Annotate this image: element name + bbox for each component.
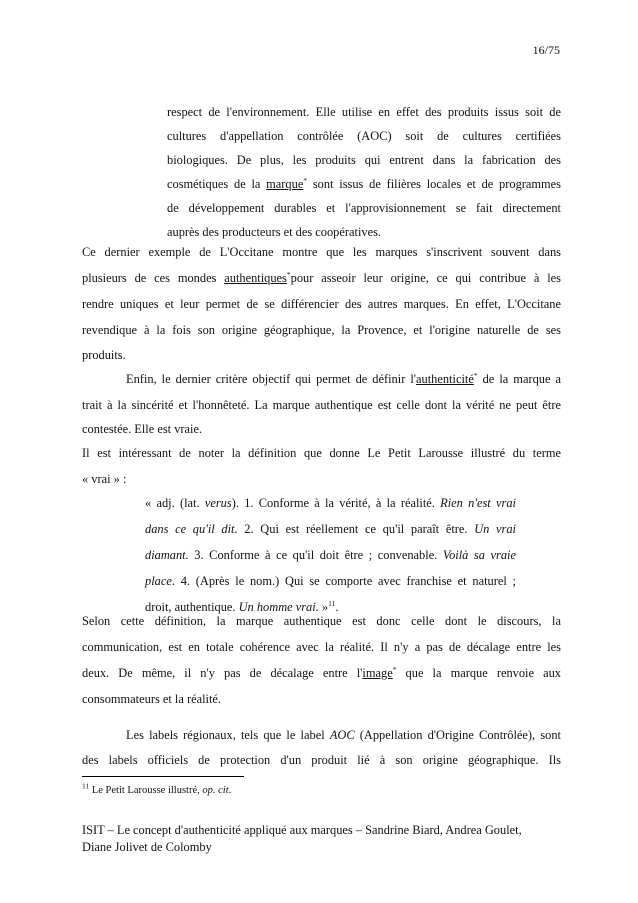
text-segment: op. cit	[202, 785, 229, 796]
text-line: produits.	[82, 348, 126, 362]
text-segment: deux. De même, il n'y pas de décalage entre l'	[82, 666, 363, 680]
text-segment: droit, authentique.	[145, 600, 239, 614]
text-line: respect de l'environnement. Elle utilise en effet des produits issus soit de	[167, 105, 561, 119]
text-line: Il est intéressant de noter la définition que donne Le Petit Larousse illustré du terme	[82, 446, 561, 460]
text-segment: Rien n'est vrai	[440, 496, 516, 510]
text-segment: pour asseoir leur origine, ce qui contribue à les	[290, 271, 561, 285]
text-segment: verus	[204, 496, 232, 510]
text-segment: place	[145, 574, 172, 588]
text-line: Selon cette définition, la marque authentique est donc celle dont le discours, la	[82, 614, 561, 628]
glossary-asterisk: *	[473, 370, 478, 380]
text-line: revendique à la fois son origine géographique, la Provence, et l'origine naturelle de ses	[82, 323, 561, 337]
text-segment: ). 1. Conforme à la vérité, à la réalité.	[231, 496, 441, 510]
text-segment: diamant.	[145, 548, 189, 562]
text-segment: Les labels régionaux, tels que le label	[126, 728, 330, 742]
text-segment: Un vrai	[474, 522, 516, 536]
glossary-asterisk: *	[303, 175, 308, 185]
term-link-image[interactable]: image	[362, 666, 393, 680]
text-line: rendre uniques et leur permet de se différencier des autres marques. En effet, L'Occitane	[82, 297, 561, 311]
text-line: biologiques. De plus, les produits qui entrent dans la fabrication des	[167, 153, 561, 167]
text-line: contestée. Elle est vraie.	[82, 422, 203, 436]
term-link-marque[interactable]: marque	[266, 177, 304, 191]
text-line: auprès des producteurs et des coopératives.	[167, 225, 382, 239]
footer-line: ISIT – Le concept d'authenticité appliqué aux marques – Sandrine Biard, Andrea Goulet,	[82, 823, 522, 837]
text-segment: dans ce qu'il dit	[145, 522, 235, 536]
text-line	[145, 600, 338, 615]
text-line: consommateurs et la réalité.	[82, 692, 221, 706]
text-line	[145, 496, 516, 511]
text-line: des labels officiels de protection d'un produit lié à son origine géographique. Ils	[82, 753, 561, 767]
text-line	[167, 177, 561, 192]
text-segment: 3. Conforme à ce qu'il doit être ; convenable.	[188, 548, 443, 562]
text-line: Ce dernier exemple de L'Occitane montre que les marques s'inscrivent souvent dans	[82, 245, 561, 259]
text-segment: . 4. (Après le nom.) Qui se comporte avec franchise et naturel ;	[171, 574, 516, 588]
text-line	[126, 728, 561, 743]
text-segment: plusieurs de ces mondes	[82, 271, 225, 285]
text-segment: AOC	[329, 728, 355, 742]
text-line	[82, 666, 561, 681]
text-segment: (Appellation d'Origine Contrôlée), sont	[354, 728, 561, 742]
footnote-ref-11[interactable]: 11	[328, 598, 336, 608]
term-link-authenticite[interactable]: authenticité	[416, 372, 474, 386]
footnote-divider	[82, 776, 244, 777]
text-segment: Le Petit Larousse illustré,	[89, 785, 203, 796]
text-segment: cosmétiques de la	[167, 177, 267, 191]
text-line	[145, 522, 516, 537]
text-line	[126, 372, 561, 387]
text-segment: de la marque a	[477, 372, 561, 386]
glossary-asterisk: *	[286, 269, 291, 279]
footnote-number: 11	[82, 781, 90, 791]
text-line: communication, est en totale cohérence avec la réalité. Il n'y a pas de décalage entre les	[82, 640, 561, 654]
footnote-11	[82, 781, 232, 796]
text-segment: Un homme vrai.	[238, 600, 319, 614]
text-segment: . 2. Qui est réellement ce qu'il paraît être.	[234, 522, 475, 536]
text-segment: « adj. (lat.	[145, 496, 205, 510]
text-line	[82, 271, 561, 286]
text-segment: Voilà sa vraie	[442, 548, 516, 562]
text-segment: sont issus de filières locales et de programmes	[307, 177, 561, 191]
text-line	[145, 574, 516, 589]
term-link-authentiques[interactable]: authentiques	[224, 271, 287, 285]
text-segment: .	[335, 600, 339, 614]
text-segment: que la marque renvoie aux	[396, 666, 561, 680]
text-line: cultures d'appellation contrôlée (AOC) soit de cultures certifiées	[167, 129, 561, 143]
text-segment: Enfin, le dernier critère objectif qui permet de définir l'	[126, 372, 417, 386]
text-segment: .	[228, 785, 232, 796]
page-number: 16/75	[532, 43, 560, 57]
text-line: « vrai » :	[82, 472, 127, 486]
footer-line: Diane Jolivet de Colomby	[82, 840, 212, 854]
text-line: de développement durables et l'approvisionnement se fait directement	[167, 201, 561, 215]
text-segment: »	[318, 600, 329, 614]
text-line: trait à la sincérité et l'honnêteté. La marque authentique est celle dont la vérité ne peut être	[82, 398, 561, 412]
text-line	[145, 548, 516, 563]
glossary-asterisk: *	[392, 664, 397, 674]
